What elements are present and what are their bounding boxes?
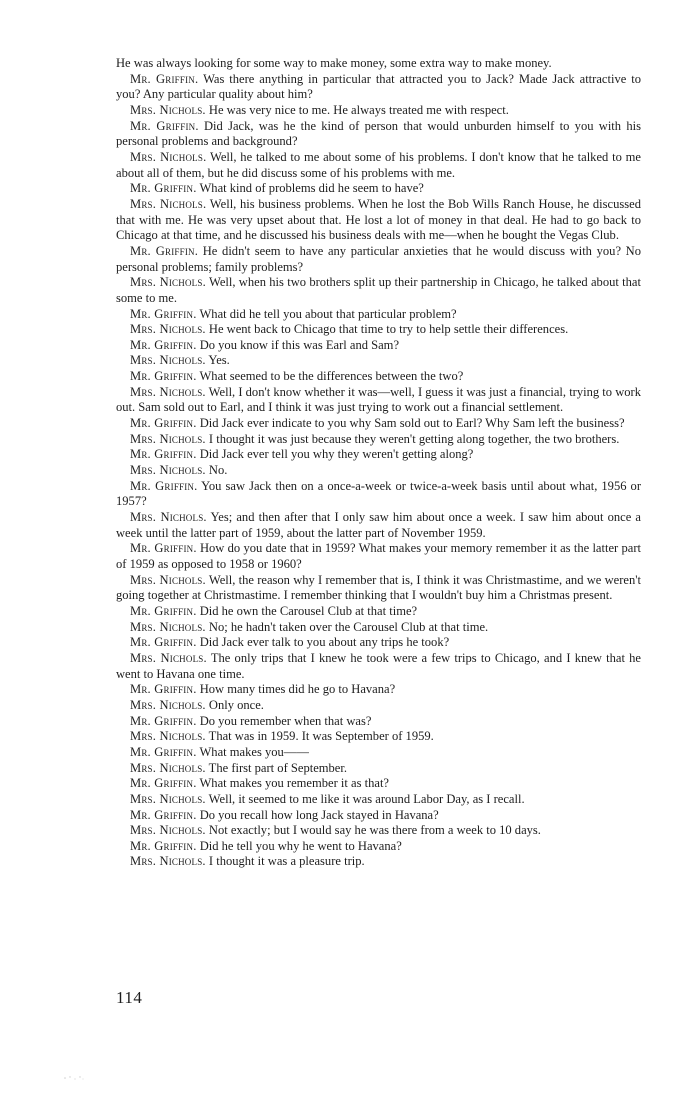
- transcript-paragraph: [116, 385, 641, 416]
- transcript-body: [116, 56, 641, 870]
- speech-text: Well, his business problems. When he lost the Bob Wills Ranch House, he discussed that with me. He was very upset about that. He lost a lot of money in that deal. He had to go back to Chicago at that time, and he discussed his business deals with me—when he bought the Vegas Club.: [116, 196, 641, 243]
- speech-text: What did he tell you about that particular problem?: [199, 306, 457, 321]
- speaker-name: Mr. Griffin.: [130, 807, 197, 822]
- speaker-name: Mr. Griffin.: [130, 713, 197, 728]
- speech-text: The only trips that I knew he took were a few trips to Chicago, and I knew that he went to Havana one time.: [116, 650, 642, 681]
- transcript-paragraph: [116, 181, 641, 197]
- speech-text: What kind of problems did he seem to have?: [199, 181, 424, 196]
- speaker-name: Mr. Griffin.: [130, 369, 197, 384]
- speech-text: Only once.: [208, 697, 264, 712]
- speech-text: Did Jack ever talk to you about any trips he took?: [199, 635, 450, 650]
- speaker-name: Mrs. Nichols.: [130, 102, 206, 117]
- speaker-name: Mr. Griffin.: [130, 71, 199, 86]
- speaker-name: Mrs. Nichols.: [130, 572, 206, 587]
- speech-text: Yes; and then after that I only saw him about once a week. I saw him about once a week until the latter part of 1959, about the latter part of November 1959.: [116, 510, 641, 540]
- transcript-paragraph: [116, 761, 641, 777]
- transcript-paragraph: [116, 103, 641, 119]
- transcript-paragraph: [116, 745, 641, 761]
- speech-text: How many times did he go to Havana?: [199, 682, 396, 697]
- transcript-paragraph: [116, 72, 641, 103]
- transcript-paragraph: [116, 808, 641, 824]
- speaker-name: Mr. Griffin.: [130, 118, 199, 133]
- transcript-paragraph: [116, 620, 641, 636]
- transcript-paragraph: [116, 714, 641, 730]
- speech-text: Well, I don't know whether it was—well, I guess it was just a financial, trying to work out. Sam sold out to Earl, and I think it was just trying to work out a financial settlement.: [116, 384, 641, 415]
- speech-text: Did Jack, was he the kind of person that would unburden himself to you with his personal problems and background?: [116, 118, 641, 149]
- speaker-name: Mr. Griffin.: [130, 416, 197, 431]
- transcript-paragraph: [116, 197, 641, 244]
- transcript-paragraph: [116, 416, 641, 432]
- speech-text: The first part of September.: [208, 760, 347, 775]
- speech-text: Do you remember when that was?: [199, 713, 372, 728]
- speaker-name: Mr. Griffin.: [130, 744, 197, 759]
- speech-text: Do you recall how long Jack stayed in Havana?: [199, 807, 439, 822]
- transcript-paragraph: [116, 150, 641, 181]
- scan-smudge: [62, 1074, 86, 1082]
- speech-text: He went back to Chicago that time to try to help settle their differences.: [208, 322, 569, 337]
- speech-text: Not exactly; but I would say he was there from a week to 10 days.: [208, 823, 541, 838]
- speech-text: I thought it was just because they weren't getting along together, the two brothers.: [208, 431, 620, 446]
- transcript-paragraph: [116, 447, 641, 463]
- speech-text: You saw Jack then on a once-a-week or twice-a-week basis until about what, 1956 or 1957?: [116, 478, 642, 509]
- speech-text: Do you know if this was Earl and Sam?: [199, 337, 400, 352]
- transcript-paragraph: [116, 792, 641, 808]
- speech-text: No; he hadn't taken over the Carousel Club at that time.: [208, 619, 489, 634]
- transcript-paragraph: [116, 698, 641, 714]
- speaker-name: Mrs. Nichols.: [130, 791, 206, 806]
- transcript-paragraph: [116, 56, 641, 72]
- transcript-paragraph: [116, 463, 641, 479]
- transcript-paragraph: [116, 823, 641, 839]
- speech-text: Well, he talked to me about some of his problems. I don't know that he talked to me about all of them, but he did discuss some of his problems with me.: [116, 149, 641, 180]
- speech-text: What seemed to be the differences between the two?: [199, 369, 464, 384]
- transcript-paragraph: [116, 729, 641, 745]
- transcript-paragraph: [116, 854, 641, 870]
- transcript-paragraph: [116, 307, 641, 323]
- speaker-name: Mrs. Nichols.: [130, 619, 206, 634]
- speaker-name: Mrs. Nichols.: [130, 729, 206, 744]
- speaker-name: Mrs. Nichols.: [130, 196, 207, 211]
- speaker-name: Mrs. Nichols.: [130, 823, 206, 838]
- speaker-name: Mr. Griffin.: [130, 776, 197, 791]
- speaker-name: Mr. Griffin.: [130, 478, 198, 493]
- transcript-paragraph: [116, 479, 641, 510]
- transcript-paragraph: [116, 244, 641, 275]
- speaker-name: Mr. Griffin.: [130, 635, 197, 650]
- speaker-name: Mrs. Nichols.: [130, 463, 206, 478]
- speech-text: What makes you remember it as that?: [199, 776, 389, 791]
- speech-text: How do you date that in 1959? What makes your memory remember it as the latter part of 1959 as opposed to 1958 or 1960?: [116, 541, 641, 571]
- speaker-name: Mrs. Nichols.: [130, 431, 206, 446]
- speech-text: Well, when his two brothers split up their partnership in Chicago, he talked about that some to me.: [116, 275, 641, 305]
- speaker-name: Mrs. Nichols.: [130, 650, 207, 665]
- speaker-name: Mr. Griffin.: [130, 541, 197, 556]
- transcript-paragraph: [116, 635, 641, 651]
- transcript-paragraph: [116, 338, 641, 354]
- transcript-paragraph: [116, 651, 641, 682]
- speaker-name: Mr. Griffin.: [130, 243, 199, 258]
- speaker-name: Mrs. Nichols.: [130, 353, 206, 368]
- speaker-name: Mrs. Nichols.: [130, 854, 206, 869]
- transcript-paragraph: [116, 322, 641, 338]
- speaker-name: Mr. Griffin.: [130, 337, 197, 352]
- transcript-paragraph: [116, 369, 641, 385]
- speech-text: No.: [208, 463, 228, 478]
- transcript-paragraph: [116, 604, 641, 620]
- speech-text: Well, it seemed to me like it was around Labor Day, as I recall.: [208, 791, 525, 806]
- transcript-paragraph: [116, 682, 641, 698]
- speech-text: Did he own the Carousel Club at that time?: [199, 603, 418, 618]
- speaker-name: Mrs. Nichols.: [130, 275, 206, 290]
- speech-text: He didn't seem to have any particular anxieties that he would discuss with you? No personal problems; family problems?: [116, 243, 642, 274]
- transcript-paragraph: [116, 573, 641, 604]
- speech-text: Did he tell you why he went to Havana?: [199, 838, 402, 853]
- speaker-name: Mr. Griffin.: [130, 838, 197, 853]
- transcript-paragraph: [116, 353, 641, 369]
- transcript-paragraph: [116, 432, 641, 448]
- speaker-name: Mrs. Nichols.: [130, 384, 206, 399]
- page-number: 114: [116, 988, 143, 1007]
- speech-text: That was in 1959. It was September of 1959.: [208, 729, 434, 744]
- transcript-paragraph: [116, 839, 641, 855]
- speaker-name: Mrs. Nichols.: [130, 510, 207, 525]
- transcript-paragraph: [116, 119, 641, 150]
- speaker-name: Mr. Griffin.: [130, 447, 197, 462]
- speaker-name: Mr. Griffin.: [130, 603, 197, 618]
- transcript-paragraph: [116, 541, 641, 572]
- speech-text: Did Jack ever tell you why they weren't getting along?: [199, 447, 474, 462]
- speaker-name: Mrs. Nichols.: [130, 149, 207, 164]
- speaker-name: Mr. Griffin.: [130, 682, 197, 697]
- speaker-name: Mr. Griffin.: [130, 181, 197, 196]
- speech-text: He was always looking for some way to make money, some extra way to make money.: [116, 56, 552, 70]
- speech-text: I thought it was a pleasure trip.: [208, 854, 365, 869]
- transcript-paragraph: [116, 275, 641, 306]
- speech-text: He was very nice to me. He always treated me with respect.: [208, 102, 509, 117]
- speaker-name: Mrs. Nichols.: [130, 760, 206, 775]
- transcript-paragraph: [116, 776, 641, 792]
- speaker-name: Mr. Griffin.: [130, 306, 197, 321]
- speech-text: Did Jack ever indicate to you why Sam sold out to Earl? Why Sam left the business?: [199, 416, 625, 431]
- speaker-name: Mrs. Nichols.: [130, 322, 206, 337]
- speech-text: Well, the reason why I remember that is, I think it was Christmastime, and we weren't going together at Christmastime. I remember thinking that I wouldn't buy him a Christmas present.: [116, 572, 641, 603]
- speech-text: What makes you——: [199, 744, 309, 759]
- transcript-paragraph: [116, 510, 641, 541]
- speaker-name: Mrs. Nichols.: [130, 697, 206, 712]
- speech-text: Was there anything in particular that attracted you to Jack? Made Jack attractive to you? Any particular quality about him?: [116, 71, 641, 102]
- speech-text: Yes.: [208, 353, 230, 368]
